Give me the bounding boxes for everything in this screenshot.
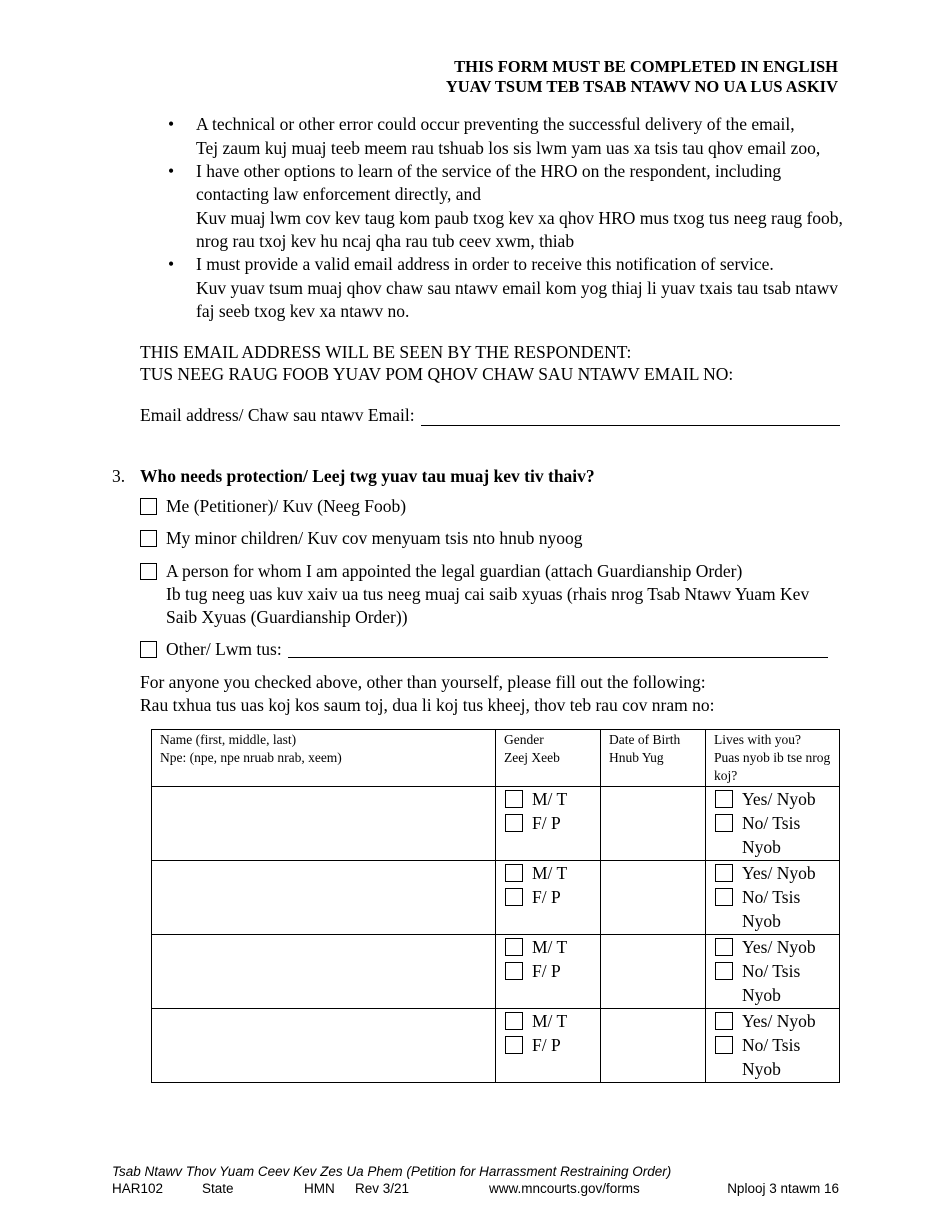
bullet-icon: • <box>168 114 175 134</box>
name-cell[interactable] <box>152 1009 496 1083</box>
option-me <box>140 495 406 518</box>
male-label: M/ T <box>532 789 568 809</box>
header-text: Name (first, middle, last) <box>160 732 297 747</box>
gender-cell <box>496 861 601 935</box>
name-header <box>152 730 496 787</box>
bullet-icon: • <box>168 161 175 181</box>
header-line-hmong: YUAV TSUM TEB TSAB NTAWV NO UA LUS ASKIV <box>445 77 838 96</box>
bullet-text-hmong: Kuv yuav tsum muaj qhov chaw sau ntawv email kom yog thiaj li yuav txais tau tsab ntawv faj seeb txog kev xa ntawv no. <box>196 278 839 321</box>
list-item <box>168 253 848 323</box>
name-cell[interactable] <box>152 787 496 861</box>
no-label: No/ Tsis <box>742 961 801 981</box>
gender-cell <box>496 1009 601 1083</box>
email-row <box>140 405 840 426</box>
table-row <box>152 787 840 861</box>
list-item <box>168 113 848 160</box>
notice-line-hmong: TUS NEEG RAUG FOOB YUAV POM QHOV CHAW SAU NTAWV EMAIL NO: <box>140 364 734 384</box>
question-3-title <box>112 466 595 487</box>
footer-language: HMN <box>304 1181 335 1196</box>
gender-cell <box>496 787 601 861</box>
table-instructions <box>140 671 715 717</box>
header-text: Npe: (npe, npe nruab nrab, xeem) <box>160 750 342 765</box>
no-checkbox[interactable] <box>715 1036 733 1054</box>
lives-with-header <box>706 730 840 787</box>
table-row <box>152 1009 840 1083</box>
option-label: My minor children/ Kuv cov menyuam tsis nto hnub nyoog <box>166 528 583 548</box>
dob-header <box>601 730 706 787</box>
no-label-wrap: Nyob <box>742 837 781 857</box>
option-other <box>140 638 828 661</box>
female-checkbox[interactable] <box>505 1036 523 1054</box>
lives-with-cell <box>706 787 840 861</box>
bullet-text-hmong: Tej zaum kuj muaj teeb meem rau tshuab los sis lwm yam uas xa tsis tau qhov email zoo, <box>196 138 821 158</box>
email-label: Email address/ Chaw sau ntawv Email: <box>140 405 415 425</box>
lives-with-cell <box>706 861 840 935</box>
option-children <box>140 527 583 550</box>
email-input[interactable] <box>421 407 840 426</box>
table-header-row <box>152 730 840 787</box>
bullet-text-en: I must provide a valid email address in order to receive this notification of service. <box>196 254 774 274</box>
male-checkbox[interactable] <box>505 938 523 956</box>
table-row <box>152 935 840 1009</box>
female-checkbox[interactable] <box>505 814 523 832</box>
option-label-en: A person for whom I am appointed the legal guardian (attach Guardianship Order) <box>166 561 743 581</box>
yes-checkbox[interactable] <box>715 1012 733 1030</box>
instructions-hmong: Rau txhua tus uas koj kos saum toj, dua li koj tus kheej, thov teb rau cov nram no: <box>140 695 715 715</box>
question-text: Who needs protection/ Leej twg yuav tau muaj kev tiv thaiv? <box>140 466 595 486</box>
form-id: HAR102 <box>112 1181 164 1196</box>
children-checkbox[interactable] <box>140 530 157 547</box>
question-number: 3. <box>112 466 126 486</box>
female-label: F/ P <box>532 813 561 833</box>
gender-cell <box>496 935 601 1009</box>
option-label: Other/ Lwm tus: <box>166 639 282 659</box>
female-label: F/ P <box>532 961 561 981</box>
footer-state: State <box>202 1181 234 1196</box>
no-label-wrap: Nyob <box>742 985 781 1005</box>
guardian-checkbox[interactable] <box>140 563 157 580</box>
header-text: Lives with you? <box>714 732 801 747</box>
bullet-text-en: A technical or other error could occur preventing the successful delivery of the email, <box>196 114 795 134</box>
footer-meta <box>112 1180 839 1197</box>
no-checkbox[interactable] <box>715 814 733 832</box>
yes-label: Yes/ Nyob <box>742 1011 816 1031</box>
yes-label: Yes/ Nyob <box>742 863 816 883</box>
yes-checkbox[interactable] <box>715 864 733 882</box>
dob-cell[interactable] <box>601 861 706 935</box>
yes-label: Yes/ Nyob <box>742 789 816 809</box>
no-label-wrap: Nyob <box>742 911 781 931</box>
other-input[interactable] <box>288 638 828 658</box>
male-label: M/ T <box>532 863 568 883</box>
header-text: Zeej Xeeb <box>504 750 560 765</box>
header-text: Puas nyob ib tse nrog koj? <box>714 750 831 783</box>
yes-checkbox[interactable] <box>715 790 733 808</box>
male-checkbox[interactable] <box>505 790 523 808</box>
female-label: F/ P <box>532 1035 561 1055</box>
me-checkbox[interactable] <box>140 498 157 515</box>
female-checkbox[interactable] <box>505 888 523 906</box>
instructions-en: For anyone you checked above, other than yourself, please fill out the following: <box>140 672 706 692</box>
footer-url[interactable]: www.mncourts.gov/forms <box>489 1181 640 1196</box>
bullet-text-hmong: Kuv muaj lwm cov kev taug kom paub txog kev xa qhov HRO mus txog tus neeg raug foob, nrog rau txoj kev hu ncaj qha rau tub ceev xwm, thiab <box>196 208 843 251</box>
female-checkbox[interactable] <box>505 962 523 980</box>
page-number: Nplooj 3 ntawm 16 <box>727 1181 839 1196</box>
footer-revision: Rev 3/21 <box>355 1181 410 1196</box>
header-line-english: THIS FORM MUST BE COMPLETED IN ENGLISH <box>454 57 838 76</box>
name-cell[interactable] <box>152 935 496 1009</box>
no-label-wrap: Nyob <box>742 1059 781 1079</box>
acknowledgement-list <box>168 113 848 323</box>
page-footer <box>112 1163 839 1197</box>
header-text: Gender <box>504 732 544 747</box>
protected-persons-table <box>151 729 840 1083</box>
dob-cell[interactable] <box>601 935 706 1009</box>
form-header <box>446 57 838 97</box>
no-label: No/ Tsis <box>742 813 801 833</box>
lives-with-cell <box>706 1009 840 1083</box>
header-text: Date of Birth <box>609 732 681 747</box>
respondent-notice <box>140 341 733 385</box>
no-label: No/ Tsis <box>742 887 801 907</box>
name-cell[interactable] <box>152 861 496 935</box>
gender-header <box>496 730 601 787</box>
male-label: M/ T <box>532 1011 568 1031</box>
dob-cell[interactable] <box>601 787 706 861</box>
other-checkbox[interactable] <box>140 641 157 658</box>
option-label: Me (Petitioner)/ Kuv (Neeg Foob) <box>166 496 407 516</box>
table-row <box>152 861 840 935</box>
option-guardian <box>140 560 830 629</box>
yes-checkbox[interactable] <box>715 938 733 956</box>
bullet-icon: • <box>168 254 175 274</box>
bullet-text-en: I have other options to learn of the service of the HRO on the respondent, including contacting law enforcement directly, and <box>196 161 782 204</box>
no-label: No/ Tsis <box>742 1035 801 1055</box>
male-checkbox[interactable] <box>505 1012 523 1030</box>
header-text: Hnub Yug <box>609 750 664 765</box>
option-label-hmong: Ib tug neeg uas kuv xaiv ua tus neeg muaj cai saib xyuas (rhais nrog Tsab Ntawv Yuam Kev Saib Xyuas (Guardianship Order)) <box>166 584 810 627</box>
yes-label: Yes/ Nyob <box>742 937 816 957</box>
female-label: F/ P <box>532 887 561 907</box>
male-checkbox[interactable] <box>505 864 523 882</box>
no-checkbox[interactable] <box>715 962 733 980</box>
notice-line-en: THIS EMAIL ADDRESS WILL BE SEEN BY THE RESPONDENT: <box>140 342 632 362</box>
lives-with-cell <box>706 935 840 1009</box>
no-checkbox[interactable] <box>715 888 733 906</box>
footer-title: Tsab Ntawv Thov Yuam Ceev Kev Zes Ua Phem (Petition for Harrassment Restraining Order) <box>112 1164 672 1179</box>
male-label: M/ T <box>532 937 568 957</box>
list-item <box>168 160 848 253</box>
dob-cell[interactable] <box>601 1009 706 1083</box>
